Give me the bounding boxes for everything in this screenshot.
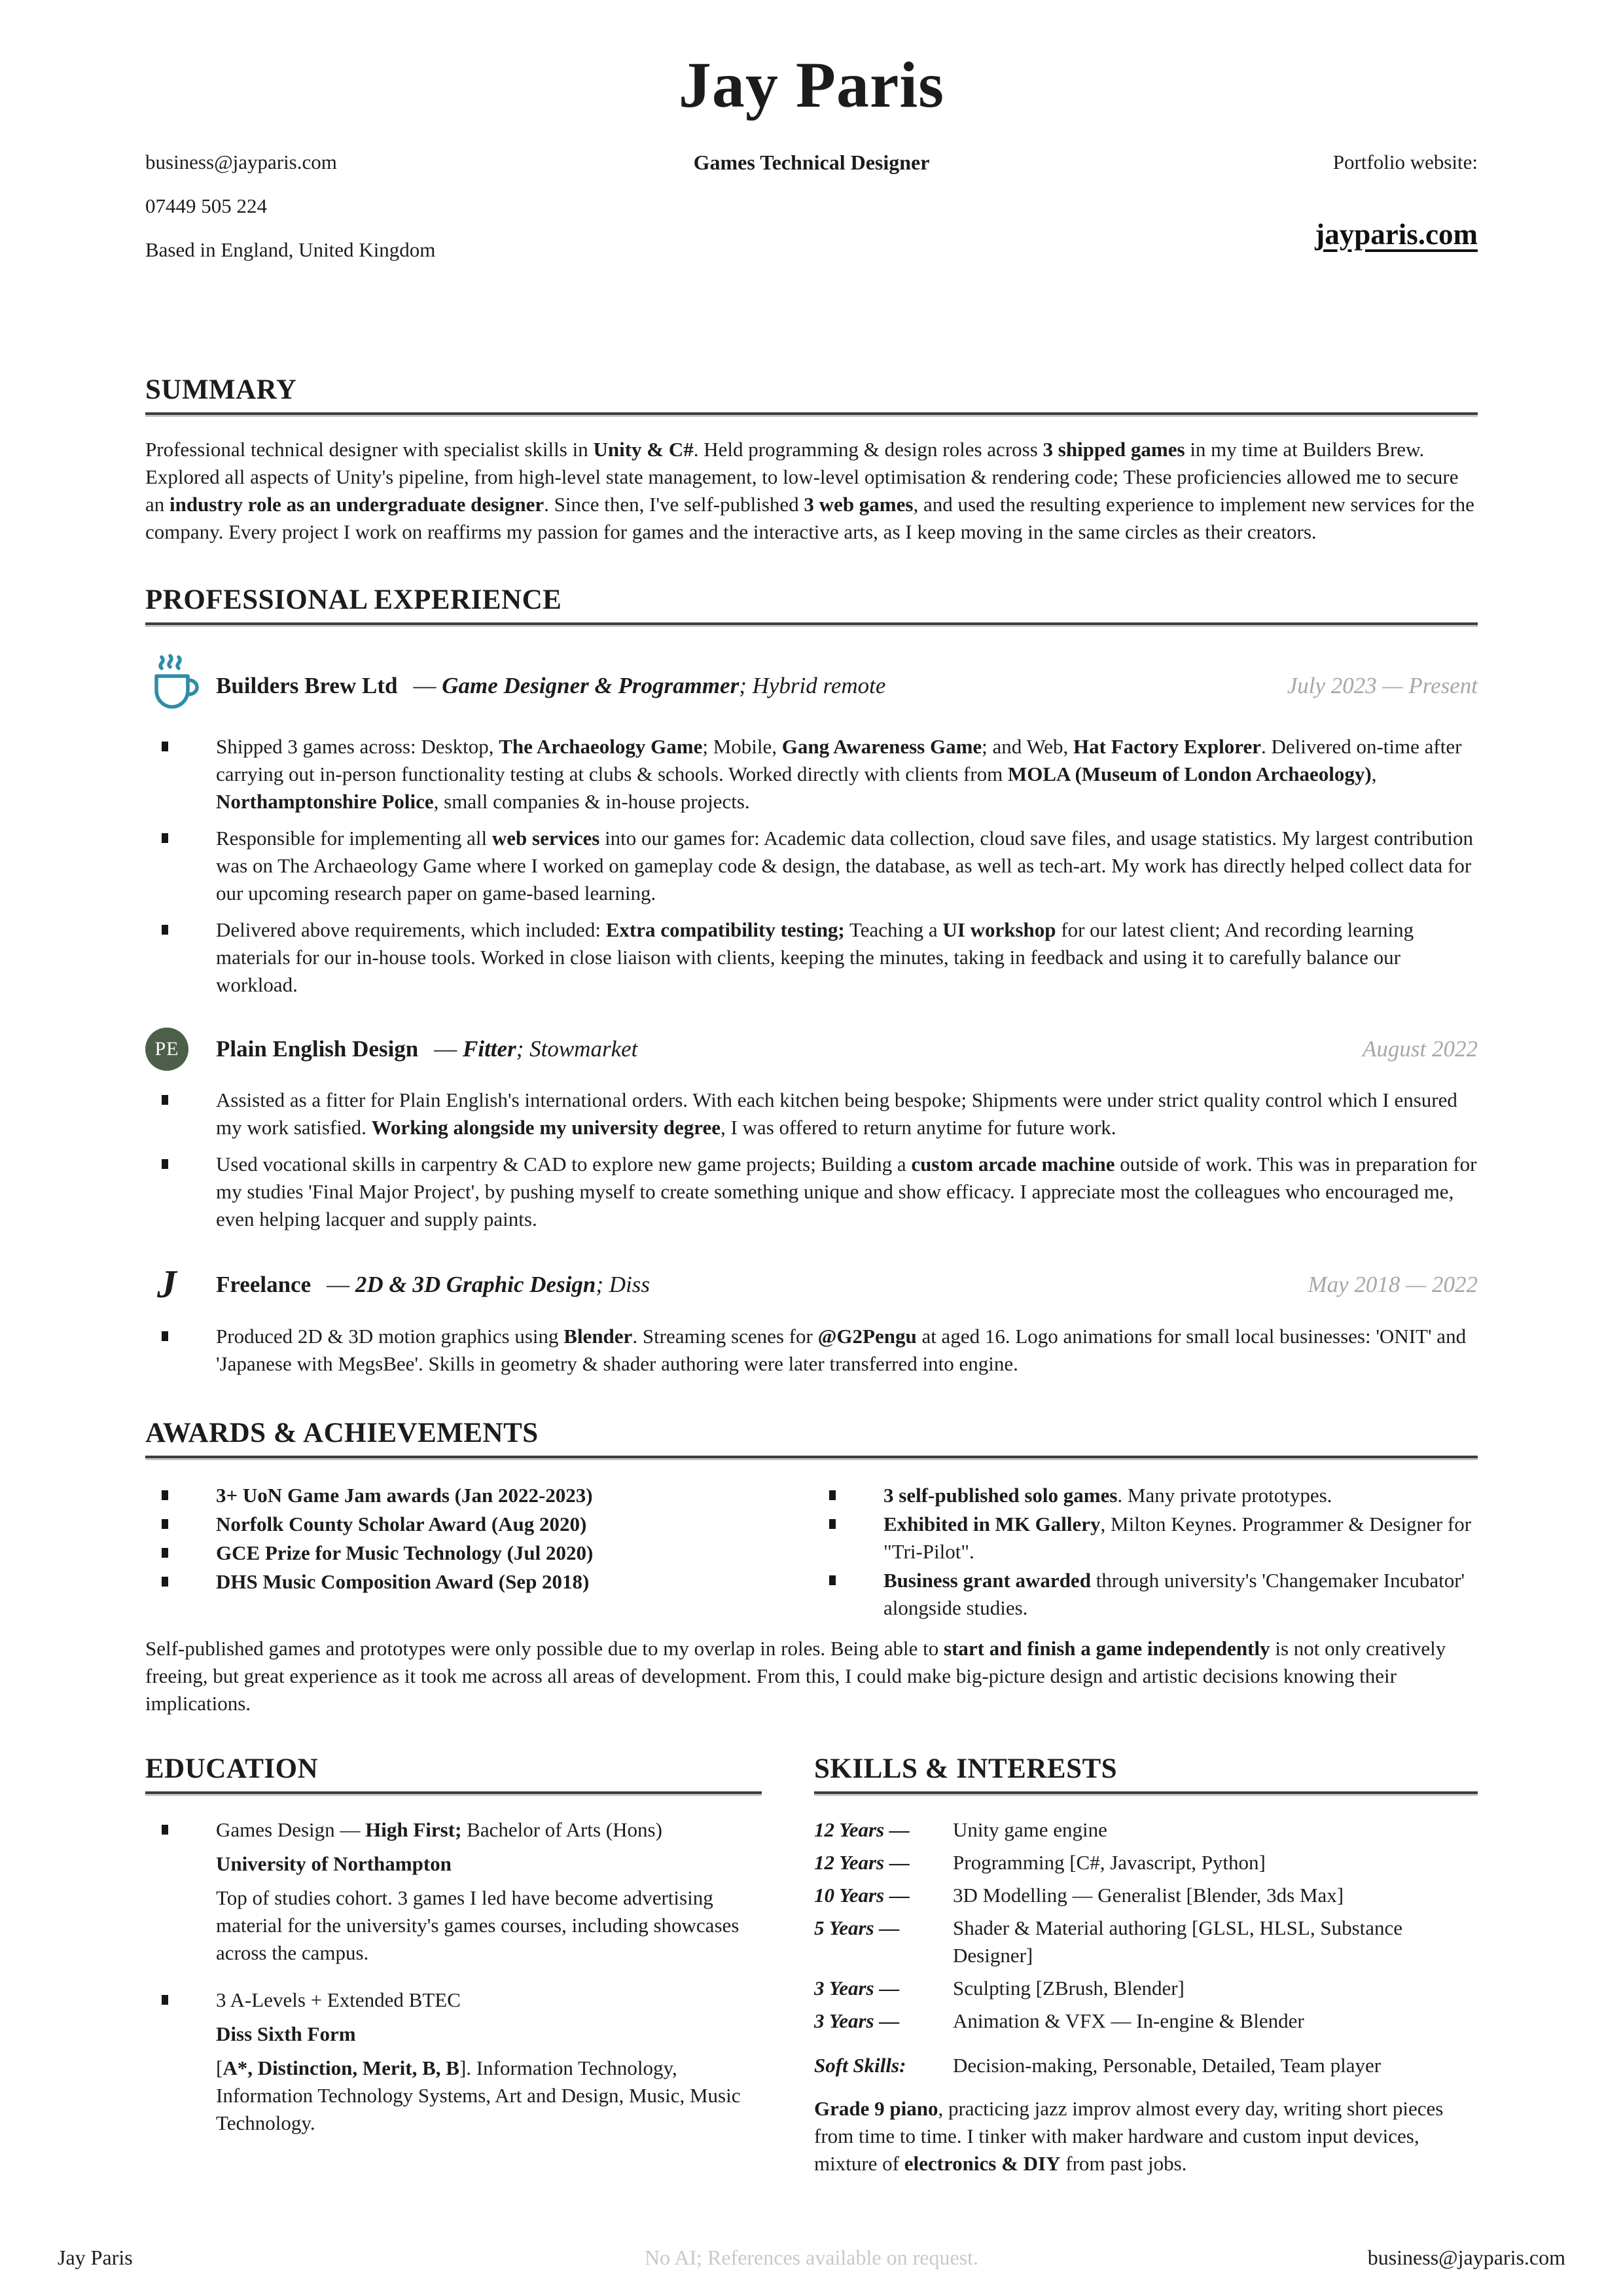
- skill-row: [814, 1975, 1478, 2002]
- skill-years-label: 5 Years —: [814, 1916, 900, 1939]
- square-bullet-icon: [829, 1519, 836, 1529]
- section-awards: [145, 1417, 1478, 1717]
- job-bullet: [145, 1086, 1478, 1141]
- job-bullet: [145, 825, 1478, 907]
- job-role-line: — 2D & 3D Graphic Design; Diss: [327, 1271, 651, 1297]
- job-title-line: [216, 673, 885, 699]
- jobs-list: [145, 654, 1478, 1378]
- award-text: Business grant awarded through university's 'Changemaker Incubator' alongside studies.: [883, 1569, 1465, 1619]
- contact-details: [145, 151, 590, 282]
- award-item: [813, 1511, 1478, 1566]
- award-text: GCE Prize for Music Technology (Jul 2020): [216, 1541, 594, 1564]
- education-institution: Diss Sixth Form: [216, 2022, 356, 2045]
- skill-value: Shader & Material authoring [GLSL, HLSL, Substance Designer]: [953, 1916, 1403, 1967]
- job-bullets: [145, 733, 1478, 999]
- section-skills: [814, 1753, 1478, 2198]
- award-item: [145, 1539, 813, 1567]
- skill-years-label: 12 Years —: [814, 1818, 910, 1841]
- pe-monogram-icon: PE: [145, 1028, 188, 1071]
- award-text: Norfolk County Scholar Award (Aug 2020): [216, 1513, 587, 1535]
- job-dates: July 2023 — Present: [1287, 672, 1478, 698]
- coffee-cup-icon: [145, 654, 200, 717]
- award-text: DHS Music Composition Award (Sep 2018): [216, 1570, 590, 1593]
- education-heading: 3 A-Levels + Extended BTEC: [216, 1988, 461, 2011]
- bullet-text: Responsible for implementing all web services into our games for: Academic data collection, cloud save files, and usage statistics. My largest contribution was on The Archaeology Game where I worked on gameplay code & design, the database, as well as tech-art. My work has directly helped collect data for our upcoming research paper on game-based learning.: [216, 827, 1473, 905]
- square-bullet-icon: [162, 1995, 168, 2005]
- job-bullet: [145, 733, 1478, 816]
- award-text: Exhibited in MK Gallery, Milton Keynes. Programmer & Designer for "Tri-Pilot".: [883, 1513, 1472, 1563]
- skill-row: [814, 1816, 1478, 1844]
- job-header: [145, 654, 1478, 717]
- job-header: [145, 1262, 1478, 1307]
- job-bullet: [145, 1323, 1478, 1378]
- skill-row: [814, 1882, 1478, 1909]
- award-text: 3+ UoN Game Jam awards (Jan 2022-2023): [216, 1484, 593, 1507]
- section-education: [145, 1753, 814, 2198]
- skill-value: Programming [C#, Javascript, Python]: [953, 1851, 1266, 1874]
- page-title: Jay Paris: [678, 48, 945, 121]
- job-header: [145, 1028, 1478, 1071]
- job-title-line: [216, 1036, 637, 1062]
- company-name: Plain English Design: [216, 1036, 419, 1062]
- contact-phone: 07449 505 224: [145, 194, 267, 217]
- job-bullet: [145, 1151, 1478, 1233]
- skill-row: [814, 1849, 1478, 1876]
- square-bullet-icon: [162, 1095, 168, 1105]
- award-text: 3 self-published solo games. Many private prototypes.: [883, 1484, 1332, 1507]
- award-item: [145, 1482, 813, 1509]
- education-list: [145, 1816, 762, 2137]
- contact-email: business@jayparis.com: [145, 151, 337, 173]
- education-item: [145, 1816, 762, 1967]
- square-bullet-icon: [829, 1490, 836, 1500]
- skill-value: Decision-making, Personable, Detailed, Team player: [953, 2054, 1382, 2077]
- contact-location: Based in England, United Kingdom: [145, 238, 436, 261]
- portfolio-link[interactable]: jayparis.com: [1315, 218, 1478, 251]
- job-entry: [145, 1262, 1478, 1378]
- square-bullet-icon: [162, 1159, 168, 1169]
- bullet-text: Used vocational skills in carpentry & CAD to explore new game projects; Building a custom arcade machine outside of work. This was in preparation for my studies 'Final Major Project', by pushing myself to create something unique and show efficacy. I appreciate most the colleagues who encouraged me, even helping lacquer and supply paints.: [216, 1153, 1477, 1230]
- award-item: [813, 1482, 1478, 1509]
- awards-paragraph: Self-published games and prototypes were only possible due to my overlap in roles. Being able to start and finish a game independently is not only creatively freeing, but great experience as it took me across all areas of development. From this, I could make big-picture design and artistic decisions knowing their implications.: [145, 1637, 1446, 1715]
- skill-years-label: 3 Years —: [814, 2009, 900, 2032]
- skill-years-label: 12 Years —: [814, 1851, 910, 1874]
- job-bullet: [145, 916, 1478, 999]
- skill-years-label: 10 Years —: [814, 1884, 910, 1907]
- square-bullet-icon: [162, 833, 168, 843]
- skill-row: [814, 2007, 1478, 2035]
- portfolio-label: Portfolio website:: [1332, 151, 1478, 173]
- job-dates: August 2022: [1363, 1036, 1478, 1062]
- skill-value: Sculpting [ZBrush, Blender]: [953, 1977, 1185, 2000]
- skills-list: [814, 1816, 1478, 2079]
- education-title: EDUCATION: [145, 1753, 762, 1794]
- section-summary: [145, 374, 1478, 546]
- square-bullet-icon: [162, 1519, 168, 1529]
- education-description: [A*, Distinction, Merit, B, B]. Information Technology, Information Technology Systems, Art and Design, Music, Music Technology.: [216, 2056, 741, 2134]
- portfolio-block: [1033, 151, 1478, 282]
- job-bullets: [145, 1323, 1478, 1378]
- job-entry: [145, 654, 1478, 999]
- education-institution: University of Northampton: [216, 1852, 452, 1875]
- skill-value: Animation & VFX — In-engine & Blender: [953, 2009, 1304, 2032]
- footer-note: No AI; References available on request.: [644, 2246, 978, 2269]
- square-bullet-icon: [162, 1577, 168, 1587]
- skill-row: [814, 2052, 1478, 2079]
- summary-title: SUMMARY: [145, 374, 1478, 415]
- skill-row: [814, 1914, 1478, 1969]
- square-bullet-icon: [162, 1490, 168, 1500]
- company-name: Builders Brew Ltd: [216, 672, 398, 698]
- bullet-text: Produced 2D & 3D motion graphics using Blender. Streaming scenes for @G2Pengu at aged 16. Logo animations for small local businesses: 'ONIT' and 'Japanese with MegsBee'. Skills in geometry & shader authoring were later transferred into engine.: [216, 1325, 1467, 1375]
- job-role-line: — Game Designer & Programmer; Hybrid remote: [413, 672, 886, 698]
- company-logo: [145, 1028, 216, 1071]
- awards-list-right: [813, 1482, 1478, 1622]
- skill-years-label: 3 Years —: [814, 1977, 900, 2000]
- square-bullet-icon: [162, 742, 168, 751]
- footer-email: business@jayparis.com: [1367, 2246, 1565, 2269]
- square-bullet-icon: [162, 1331, 168, 1341]
- bullet-text: Delivered above requirements, which included: Extra compatibility testing; Teaching a UI workshop for our latest client; And recording learning materials for our in-house tools. Worked in close liaison with clients, keeping the minutes, taking in feedback and using it to carefully balance our workload.: [216, 918, 1414, 996]
- job-role-line: — Fitter; Stowmarket: [434, 1036, 638, 1062]
- award-item: [813, 1567, 1478, 1622]
- contact-row: [145, 151, 1478, 282]
- education-heading: Games Design — High First; Bachelor of Arts (Hons): [216, 1818, 662, 1841]
- skill-value: 3D Modelling — Generalist [Blender, 3ds Max]: [953, 1884, 1344, 1907]
- experience-title: PROFESSIONAL EXPERIENCE: [145, 584, 1478, 625]
- skills-title: SKILLS & INTERESTS: [814, 1753, 1478, 1794]
- j-monogram-icon: J: [157, 1263, 177, 1306]
- awards-columns: [145, 1482, 1478, 1622]
- square-bullet-icon: [162, 1548, 168, 1558]
- job-role-subtitle: Games Technical Designer: [693, 151, 930, 174]
- company-logo: [145, 654, 216, 717]
- footer-name: Jay Paris: [58, 2246, 133, 2269]
- education-description: Top of studies cohort. 3 games I led have become advertising material for the university's games courses, including showcases across the campus.: [216, 1886, 740, 1964]
- bullet-text: Shipped 3 games across: Desktop, The Archaeology Game; Mobile, Gang Awareness Game; and Web, Hat Factory Explorer. Delivered on-time after carrying out in-person functionality testing at clubs & schools. Worked directly with clients from MOLA (Museum of London Archaeology), Northamptonshire Police, small companies & in-house projects.: [216, 735, 1462, 813]
- bottom-columns: [145, 1753, 1478, 2198]
- bullet-text: Assisted as a fitter for Plain English's international orders. With each kitchen being bespoke; Shipments were under strict quality control which I ensured my work satisfied. Working alongside my university degree, I was offered to return anytime for future work.: [216, 1088, 1457, 1139]
- job-title-line: [216, 1272, 650, 1298]
- skill-value: Unity game engine: [953, 1818, 1107, 1841]
- job-bullets: [145, 1086, 1478, 1233]
- skills-paragraph: Grade 9 piano, practicing jazz improv almost every day, writing short pieces from time to time. I tinker with maker hardware and custom input devices, mixture of electronics & DIY from past jobs.: [814, 2097, 1444, 2175]
- awards-list-left: [145, 1482, 813, 1622]
- education-item: [145, 1986, 762, 2137]
- skill-years-label: Soft Skills:: [814, 2054, 906, 2077]
- company-logo: [145, 1262, 216, 1307]
- job-dates: May 2018 — 2022: [1308, 1271, 1478, 1297]
- awards-title: AWARDS & ACHIEVEMENTS: [145, 1417, 1478, 1458]
- award-item: [145, 1568, 813, 1596]
- award-item: [145, 1511, 813, 1538]
- section-experience: [145, 584, 1478, 1378]
- square-bullet-icon: [162, 1825, 168, 1835]
- company-name: Freelance: [216, 1271, 312, 1297]
- page-footer: [58, 2246, 1565, 2270]
- job-entry: [145, 1028, 1478, 1233]
- square-bullet-icon: [829, 1575, 836, 1585]
- summary-paragraph: Professional technical designer with specialist skills in Unity & C#. Held programming & design roles across 3 shipped games in my time at Builders Brew. Explored all aspects of Unity's pipeline, from high-level state management, to low-level optimisation & rendering code; These proficiencies allowed me to secure an industry role as an undergraduate designer. Since then, I've self-published 3 web games, and used the resulting experience to implement new services for the company. Every project I work on reaffirms my passion for games and the interactive arts, as I keep moving in the same circles as their creators.: [145, 438, 1474, 543]
- square-bullet-icon: [162, 925, 168, 935]
